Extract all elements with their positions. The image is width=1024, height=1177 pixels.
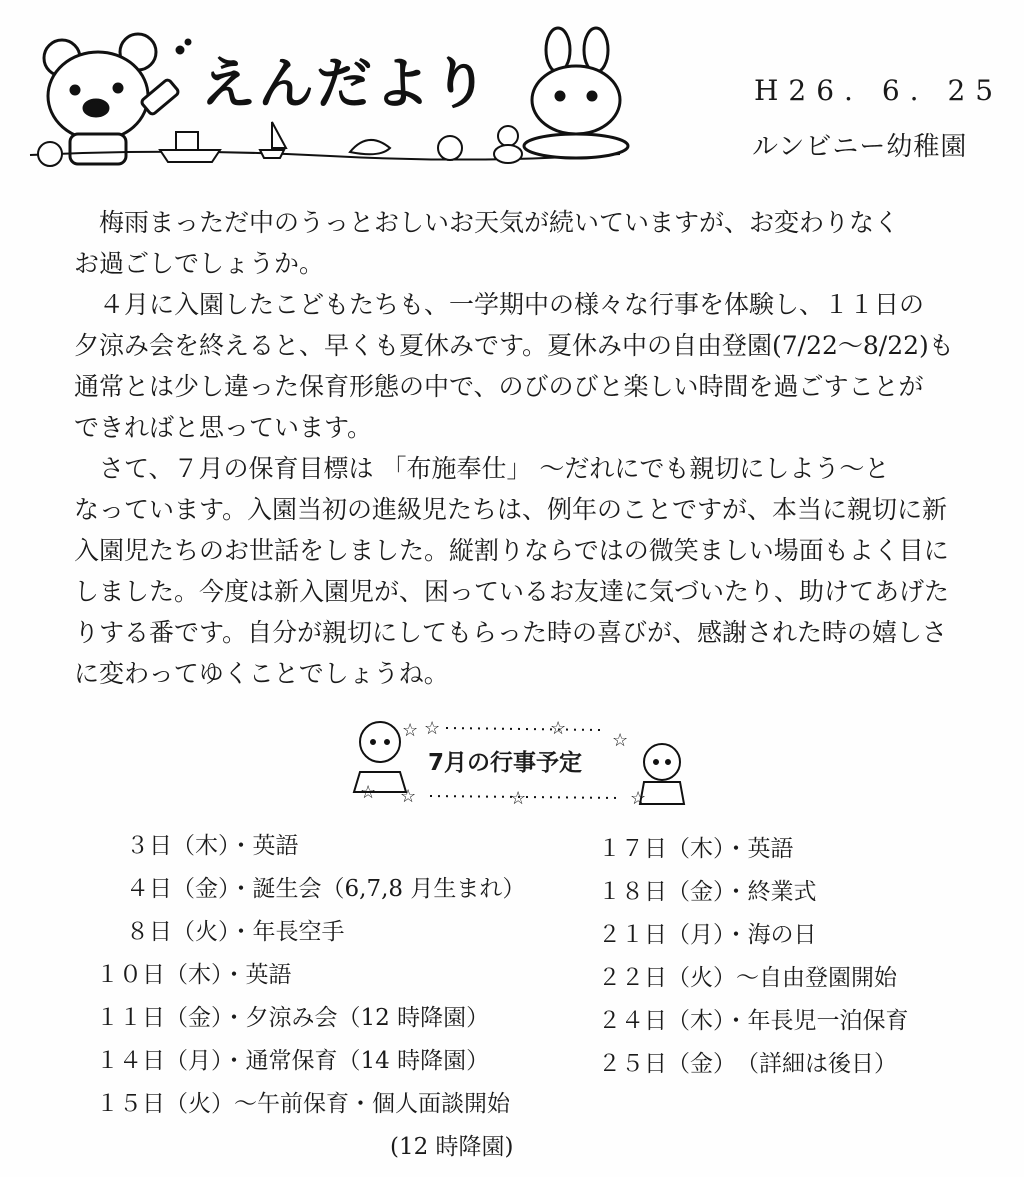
event-item: ８日（火）・年長空手 — [126, 919, 345, 945]
event-item: １５日（火）～午前保育・個人面談開始 — [96, 1091, 510, 1117]
events-right-column — [598, 828, 909, 1086]
svg-text:☆: ☆ — [510, 788, 527, 809]
events-left-column — [96, 825, 525, 1169]
body-line: できればと思っています。 — [74, 413, 373, 442]
body-line: りする番です。自分が親切にしてもらった時の喜びが、感謝された時の嬉しさ — [74, 618, 948, 647]
ball-icon-2 — [438, 136, 462, 160]
event-item: ３日（木）・英語 — [126, 833, 299, 859]
event-note: (12 時降園) — [390, 1134, 514, 1160]
ball-icon — [38, 142, 62, 166]
whale-icon — [350, 140, 390, 154]
duck-icon — [494, 126, 522, 163]
svg-text:☆: ☆ — [424, 718, 441, 739]
body-line: 夕涼み会を終えると、早くも夏休みです。夏休み中の自由登園(7/22～8/22)も — [74, 331, 954, 360]
event-item: １０日（木）・英語 — [96, 962, 292, 988]
body-line: ４月に入園したこどもたちも、一学期中の様々な行事を体験し、１１日の — [74, 290, 925, 319]
svg-text:☆: ☆ — [402, 720, 419, 741]
event-item: ２１日（月）・海の日 — [598, 922, 817, 948]
body-line: お過ごしでしょうか。 — [74, 249, 325, 278]
event-item: １１日（金）・夕涼み会（12 時降園） — [96, 1005, 490, 1031]
svg-text:☆: ☆ — [360, 782, 377, 803]
event-item: １８日（金）・終業式 — [598, 879, 817, 905]
newsletter-title: えんだより — [200, 52, 490, 117]
school-name: ルンビニー幼稚園 — [752, 132, 968, 162]
rabbit-icon — [520, 30, 630, 170]
body-text — [74, 202, 974, 694]
body-line: 入園児たちのお世話をしました。縦割りならではの微笑ましい場面もよく目に — [74, 536, 949, 565]
svg-text:☆: ☆ — [612, 730, 629, 751]
svg-text:☆: ☆ — [630, 788, 647, 809]
event-item: ４日（金）・誕生会（6,7,8 月生まれ） — [126, 876, 526, 902]
issue-date: H26. 6. 25 — [754, 74, 1004, 107]
boy-icon — [640, 744, 684, 804]
body-line: なっています。入園当初の進級児たちは、例年のことですが、本当に親切に新 — [74, 495, 948, 524]
event-item: １７日（木）・英語 — [598, 836, 794, 862]
body-line: に変わってゆくことでしょうね。 — [74, 659, 449, 688]
event-item: １４日（月）・通常保育（14 時降園） — [96, 1048, 490, 1074]
svg-text:☆: ☆ — [550, 718, 567, 739]
sailboat-icon — [260, 122, 286, 158]
body-line: しました。今度は新入園児が、困っているお友達に気づいたり、助けてあげた — [74, 577, 950, 606]
events-title: 7月の行事予定 — [428, 750, 583, 776]
event-item: ２５日（金） （詳細は後日） — [598, 1051, 897, 1077]
svg-text:☆: ☆ — [400, 786, 417, 807]
body-line: 梅雨まっただ中のうっとおしいお天気が続いていますが、お変わりなく — [74, 208, 900, 237]
ship-icon — [160, 132, 220, 162]
body-line: 通常とは少し違った保育形態の中で、のびのびと楽しい時間を過ごすことが — [74, 372, 924, 401]
event-item: ２４日（木）・年長児一泊保育 — [598, 1008, 909, 1034]
event-item: ２２日（火）～自由登園開始 — [598, 965, 897, 991]
bear-icon — [44, 34, 156, 164]
body-line: さて、７月の保育目標は 「布施奉仕」 ～だれにでも親切にしよう～と — [74, 454, 890, 483]
